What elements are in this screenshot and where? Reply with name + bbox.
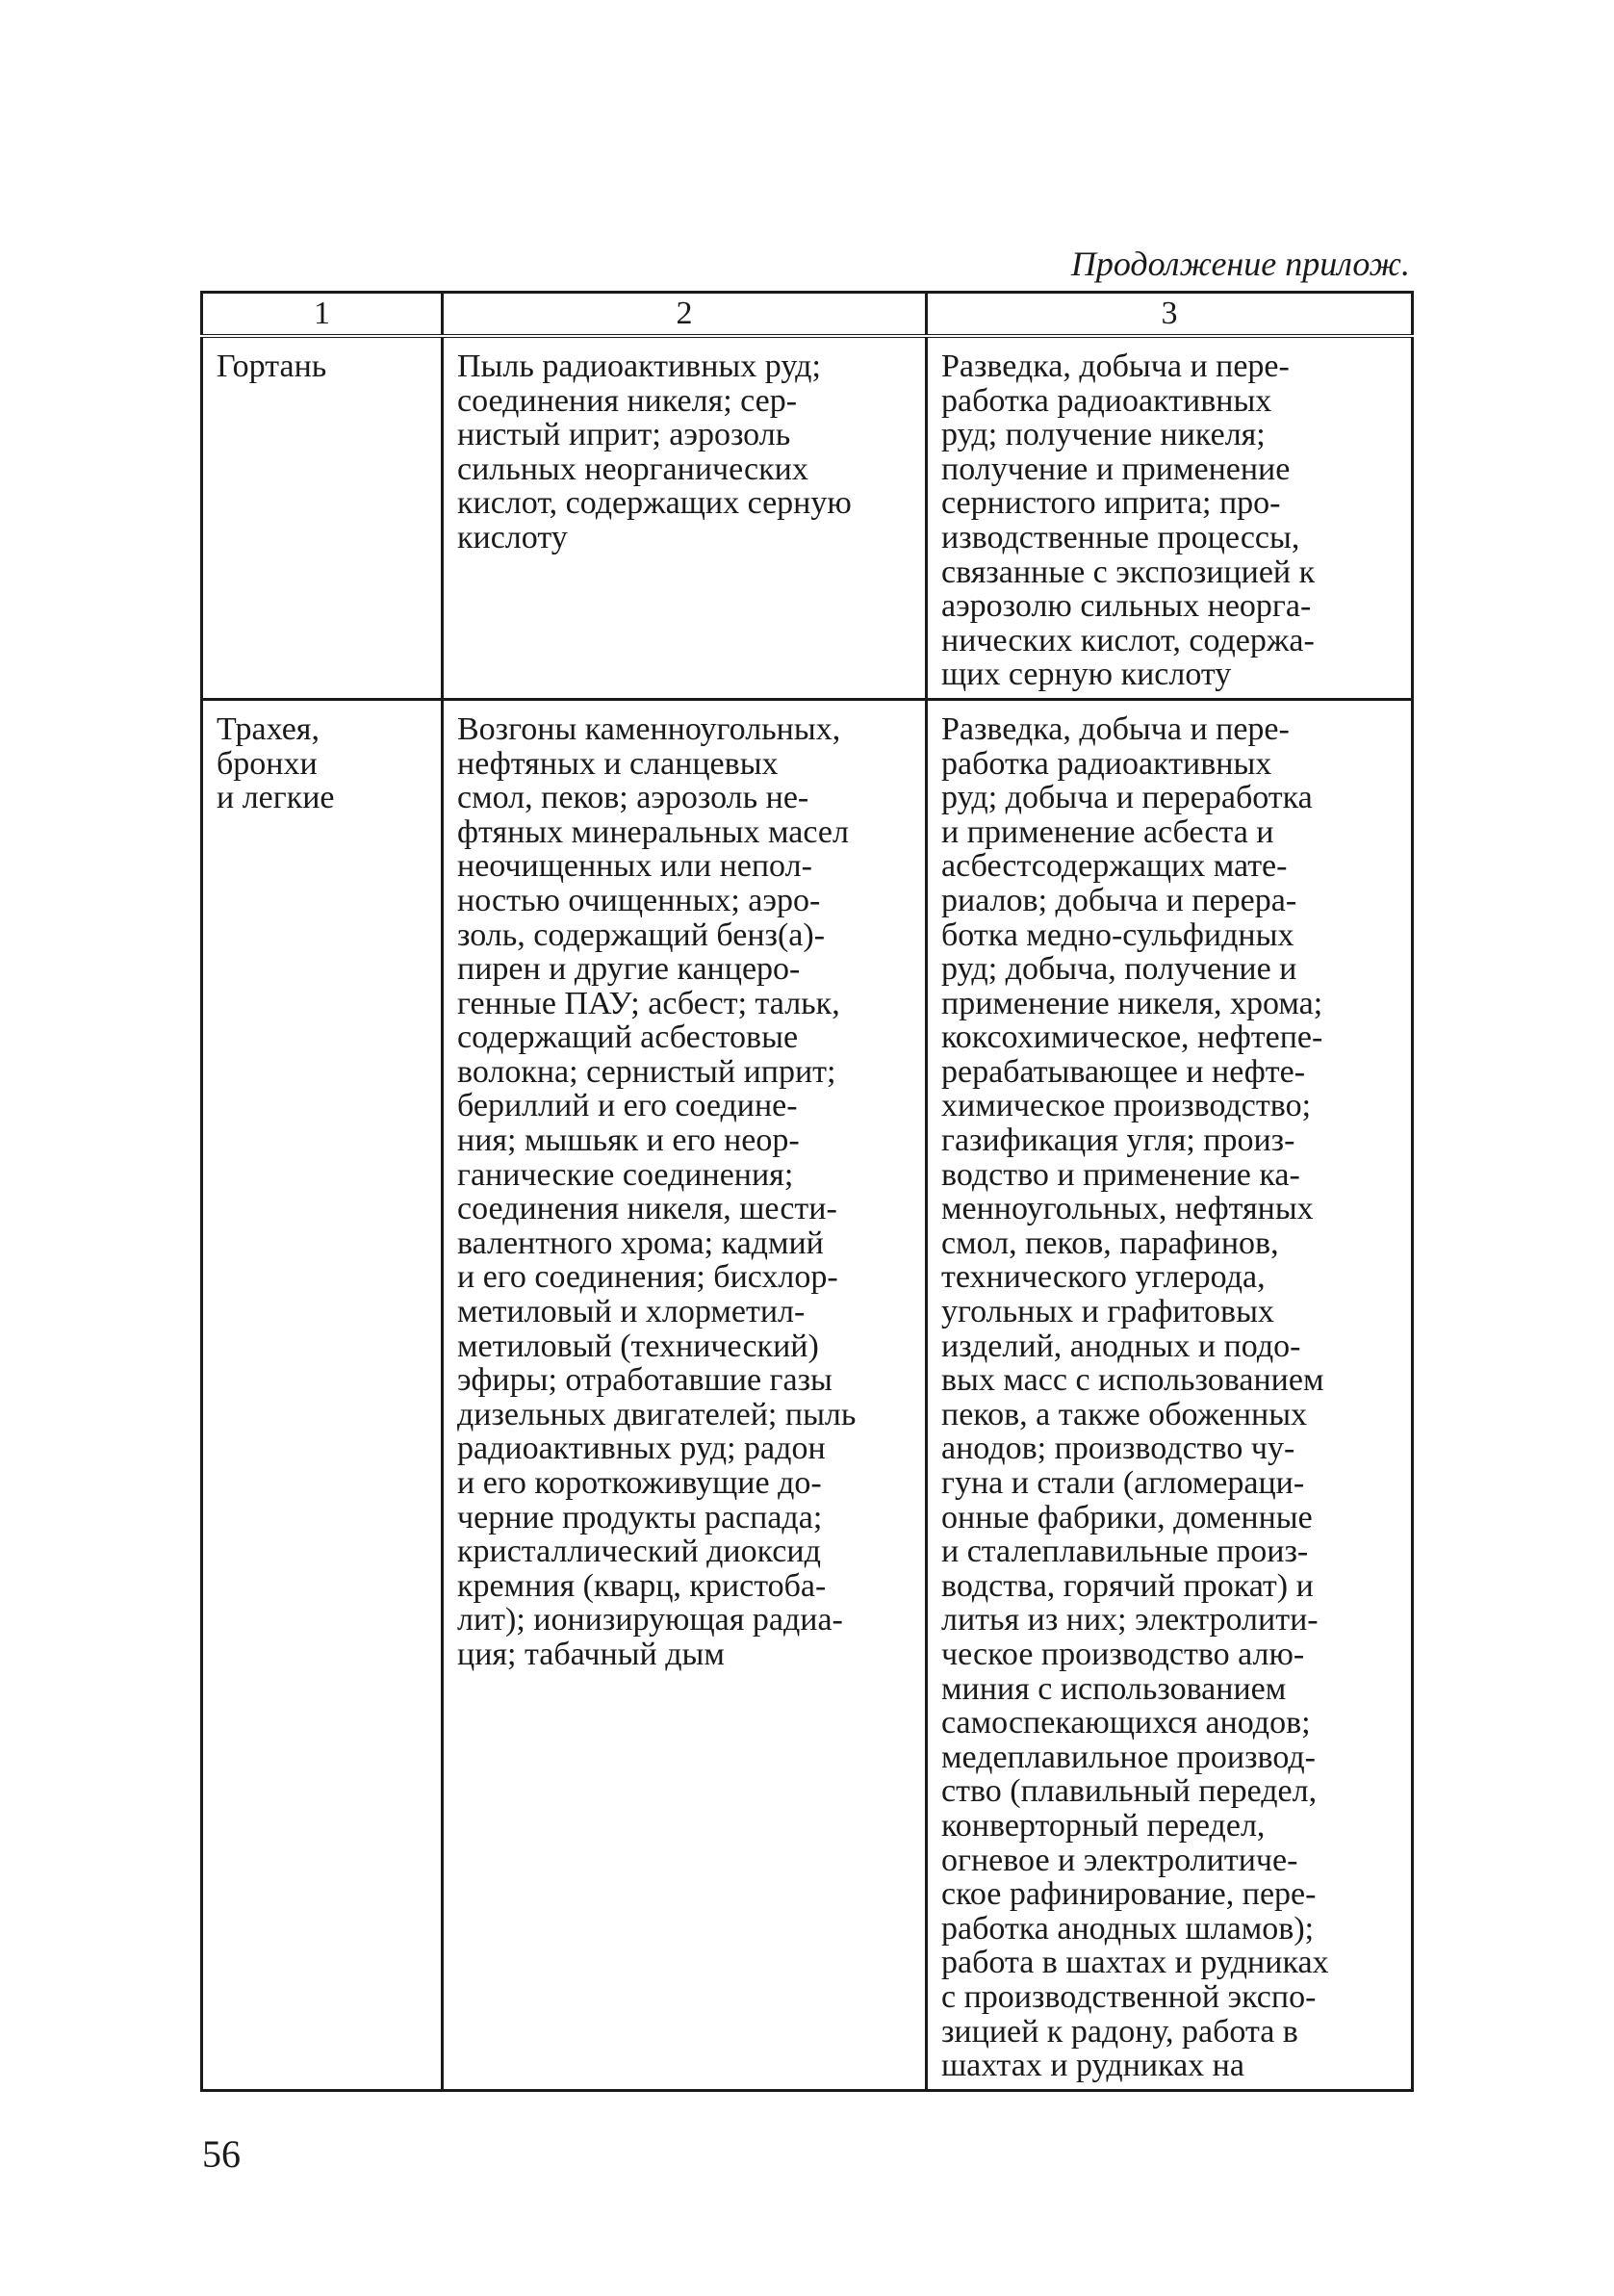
text-line: волокна; сернистый иприт; (457, 1053, 836, 1090)
text-line: конверторный передел, (941, 1807, 1266, 1844)
column-number-2: 2 (443, 293, 927, 337)
table-body (202, 336, 1413, 2090)
text-line: ботка медно-сульфидных (941, 916, 1294, 953)
text-line: вых масс с использованием (941, 1362, 1324, 1399)
text-line: Разведка, добыча и пере- (941, 348, 1290, 384)
text-line: работка анодных шламов); (941, 1910, 1315, 1947)
text-line: асбестсодержащих мате- (941, 848, 1288, 885)
text-line: щих серную кислоту (941, 657, 1232, 693)
text-line: кристаллический диоксид (457, 1534, 821, 1570)
page-number: 56 (202, 2132, 241, 2176)
text-line: нических кислот, содержа- (941, 622, 1315, 658)
carcinogen-table (200, 291, 1414, 2092)
text-line: связанные с экспозицией к (941, 554, 1316, 590)
column-number-1: 1 (202, 293, 443, 337)
text-line: аэрозолю сильных неорга- (941, 588, 1312, 625)
text-line: и его соединения; бисхлор- (457, 1259, 838, 1296)
table-row (202, 336, 1413, 699)
text-line: ское рафинирование, пере- (941, 1876, 1317, 1913)
text-line: дизельных двигателей; пыль (457, 1396, 857, 1432)
text-line: онные фабрики, доменные (941, 1499, 1313, 1535)
text-line: шахтах и рудниках на (941, 2048, 1244, 2084)
text-line: огневое и электролитиче- (941, 1842, 1298, 1878)
text-line: работа в шахтах и рудниках (941, 1945, 1329, 1981)
text-line: изделий, анодных и подо- (941, 1328, 1301, 1364)
factors-cell (443, 699, 927, 2090)
continuation-note: Продолжение прилож. (1070, 245, 1410, 283)
text-line: соединения никеля, шести- (457, 1191, 837, 1227)
text-line: генные ПАУ; асбест; тальк, (457, 985, 840, 1021)
text-line: зицией к радону, работа в (941, 2013, 1298, 2050)
text-line: смол, пеков; аэрозоль не- (457, 780, 809, 816)
text-line: изводственные процессы, (941, 519, 1300, 555)
factors-cell (443, 336, 927, 699)
text-line: литья из них; электролити- (941, 1602, 1319, 1638)
text-line: рерабатывающее и нефте- (941, 1053, 1306, 1090)
text-line: руд; добыча и переработка (941, 780, 1313, 816)
text-line: содержащий асбестовые (457, 1019, 799, 1056)
text-line: водство и применение ка- (941, 1156, 1300, 1193)
text-line: ческое производство алю- (941, 1636, 1305, 1672)
text-line: самоспекающихся анодов; (941, 1705, 1311, 1741)
text-line: ганические соединения; (457, 1156, 794, 1193)
text-line: и его короткоживущие до- (457, 1465, 822, 1501)
text-line: радиоактивных руд; радон (457, 1431, 826, 1467)
text-line: ния; мышьяк и его неор- (457, 1122, 800, 1159)
text-line: Пыль радиоактивных руд; (457, 348, 821, 384)
text-line: технического углерода, (941, 1259, 1266, 1296)
text-line: кислоту (457, 519, 568, 555)
text-line: работка радиоактивных (941, 745, 1272, 782)
text-line: гуна и стали (агломераци- (941, 1465, 1305, 1501)
text-line: бериллий и его соедине- (457, 1088, 798, 1124)
text-line: миния с использованием (941, 1670, 1287, 1707)
text-line: бронхи (217, 745, 318, 782)
text-line: работка радиоактивных (941, 382, 1272, 419)
column-number-3: 3 (927, 293, 1413, 337)
text-line: Трахея, (217, 710, 320, 747)
text-line: получение и применение (941, 451, 1291, 487)
text-line: ция; табачный дым (457, 1636, 725, 1672)
text-line: фтяных минеральных масел (457, 813, 849, 850)
text-line: водства, горячий прокат) и (941, 1567, 1314, 1604)
text-line: неочищенных или непол- (457, 848, 812, 885)
text-line: и легкие (217, 780, 335, 816)
text-line: и применение асбеста и (941, 813, 1274, 850)
processes-cell (927, 699, 1413, 2090)
text-line: руд; добыча, получение и (941, 951, 1297, 988)
text-line: Разведка, добыча и пере- (941, 710, 1290, 747)
text-line: нистый иприт; аэрозоль (457, 417, 791, 453)
text-line: смол, пеков, парафинов, (941, 1225, 1279, 1261)
text-line: соединения никеля; сер- (457, 382, 798, 419)
text-line: анодов; производство чу- (941, 1431, 1295, 1467)
text-line: газификация угля; произ- (941, 1122, 1295, 1159)
text-line: сернистого иприта; про- (941, 485, 1281, 522)
text-line: и сталеплавильные произ- (941, 1534, 1309, 1570)
text-line: лит); ионизирующая радиа- (457, 1602, 843, 1638)
table-row (202, 699, 1413, 2090)
text-line: метиловый и хлорметил- (457, 1294, 806, 1330)
text-line: Возгоны каменноугольных, (457, 710, 841, 747)
text-line: химическое производство; (941, 1088, 1312, 1124)
text-line: черние продукты распада; (457, 1499, 823, 1535)
text-line: валентного хрома; кадмий (457, 1225, 824, 1261)
organ-cell (202, 699, 443, 2090)
text-line: пирен и другие канцеро- (457, 951, 801, 988)
text-line: кислот, содержащих серную (457, 485, 852, 522)
column-number-row (202, 293, 1413, 337)
text-line: ностью очищенных; аэро- (457, 882, 821, 918)
text-line: эфиры; отработавшие газы (457, 1362, 833, 1399)
processes-cell (927, 336, 1413, 699)
text-line: с производственной экспо- (941, 1978, 1317, 2015)
text-line: менноугольных, нефтяных (941, 1191, 1314, 1227)
text-line: ство (плавильный передел, (941, 1773, 1318, 1810)
text-line: медеплавильное производ- (941, 1739, 1317, 1775)
organ-cell (202, 336, 443, 699)
text-line: Гортань (217, 348, 327, 384)
text-line: кремния (кварц, кристоба- (457, 1567, 827, 1604)
text-line: риалов; добыча и перера- (941, 882, 1297, 918)
text-line: угольных и графитовых (941, 1294, 1274, 1330)
text-line: нефтяных и сланцевых (457, 745, 779, 782)
text-line: коксохимическое, нефтепе- (941, 1019, 1323, 1056)
text-line: пеков, а также обоженных (941, 1396, 1308, 1432)
text-line: руд; получение никеля; (941, 417, 1266, 453)
text-line: применение никеля, хрома; (941, 985, 1323, 1021)
text-line: сильных неорганических (457, 451, 808, 487)
text-line: золь, содержащий бенз(а)- (457, 916, 826, 953)
text-line: метиловый (технический) (457, 1328, 819, 1364)
